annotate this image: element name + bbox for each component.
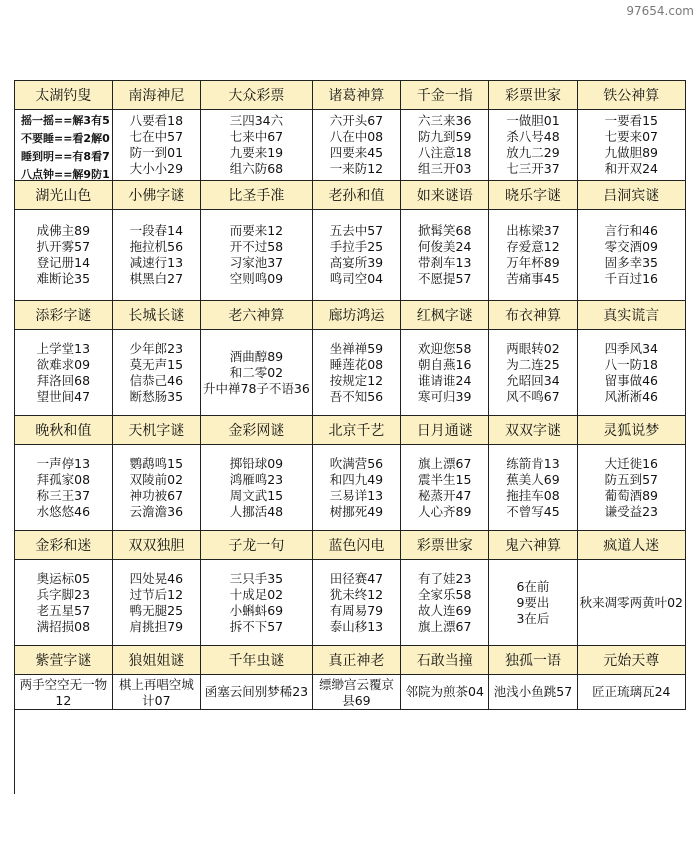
cell-line: 鸭无腿25: [129, 602, 184, 618]
cell-line: 而要来12: [229, 223, 284, 238]
cell-body: [313, 330, 400, 415]
cell-title: 晚秋和值: [15, 416, 112, 445]
table-cell: [15, 81, 113, 181]
table-cell: [401, 416, 489, 531]
cell-body: [401, 210, 488, 300]
cell-line: 人心齐89: [418, 503, 472, 519]
table-cell: [201, 81, 313, 181]
cell-line: 欢迎您58: [418, 340, 472, 356]
cell-line: 七三开37: [506, 161, 560, 176]
cell-body: [15, 445, 112, 530]
cell-line: 七在中57: [129, 129, 184, 144]
cell-body: [489, 110, 576, 180]
cell-line: 八要看18: [129, 113, 184, 128]
cell-line: 水悠悠46: [36, 503, 91, 519]
cell-title: 独孤一语: [489, 646, 576, 675]
cell-body: [113, 675, 200, 711]
cell-body: [113, 210, 200, 300]
table-cell: [313, 81, 401, 181]
cell-title: 红枫字谜: [401, 301, 488, 330]
cell-body: [578, 330, 685, 415]
cell-line: 三只手35: [229, 570, 284, 586]
cell-line: 风淅淅46: [604, 388, 658, 404]
table-cell: [489, 81, 577, 181]
cell-line: 习家池37: [229, 255, 284, 270]
cell-line: 放九二29: [506, 145, 560, 160]
cell-line: 掀髯笑68: [418, 223, 472, 238]
cell-body: [313, 210, 400, 300]
cell-title: 灵狐说梦: [578, 416, 685, 445]
cell-body: [489, 675, 576, 709]
cell-line: 按规定12: [329, 372, 384, 388]
cell-line: 成佛主89: [36, 223, 91, 238]
cell-line: 蕉美人69: [506, 471, 560, 487]
cell-line: 升中禅78子不语36: [203, 380, 310, 396]
cell-title: 诸葛神算: [313, 81, 400, 110]
cell-body: [313, 445, 400, 530]
cell-title: 晓乐字谜: [489, 181, 576, 210]
cell-line: 手拉手25: [329, 239, 384, 254]
cell-line: 函塞云间别梦稀23: [204, 684, 309, 699]
cell-line: 开不过58: [229, 239, 284, 254]
cell-body: [201, 110, 312, 180]
table-cell: [15, 531, 113, 646]
table-cell: [578, 416, 686, 531]
cell-title: 狼姐姐谜: [113, 646, 200, 675]
cell-line: 三四34六: [229, 113, 284, 128]
cell-line: 四季风34: [604, 340, 658, 356]
cell-line: 高宴所39: [329, 255, 384, 270]
table-cell: [113, 416, 201, 531]
table-cell: [313, 646, 401, 710]
cell-line: 一要看15: [604, 113, 658, 128]
cell-body: [15, 560, 112, 645]
table-cell: [578, 646, 686, 710]
cell-body: [313, 560, 400, 645]
cell-line: 苦痛事45: [506, 271, 560, 286]
site-watermark: 97654.com: [626, 4, 694, 18]
cell-line: 和四九49: [329, 471, 384, 487]
cell-line: 存爱意12: [506, 239, 560, 254]
cell-title: 子龙一句: [201, 531, 312, 560]
cell-line: 秘蒸开47: [418, 487, 472, 503]
cell-body: [489, 330, 576, 415]
cell-body: [401, 110, 488, 180]
cell-line: 邻院为煎茶04: [405, 684, 484, 699]
cell-line: 摇一摇==解3有5: [21, 114, 110, 127]
cell-line: 带刹车13: [418, 255, 472, 270]
cell-line: 旗上漂67: [418, 455, 472, 471]
cell-title: 铁公神算: [578, 81, 685, 110]
cell-line: 信恭己46: [129, 372, 184, 388]
cell-title: 真正神老: [313, 646, 400, 675]
cell-line: 鸣司空04: [329, 271, 384, 286]
table-cell: [201, 416, 313, 531]
cell-line: 有周易79: [329, 602, 384, 618]
cell-line: 大小小29: [129, 161, 184, 176]
cell-line: 八注意18: [418, 145, 472, 160]
cell-line: 谦受益23: [604, 503, 658, 519]
cell-line: 防九到59: [418, 129, 472, 144]
cell-body: [201, 445, 312, 530]
cell-line: 不曾写45: [506, 503, 560, 519]
table-cell: [313, 181, 401, 301]
cell-line: 缥缈宫云覆京县69: [318, 677, 394, 708]
table-cell: [201, 531, 313, 646]
table-cell: [489, 646, 577, 710]
cell-line: 小蝌蚪69: [229, 602, 284, 618]
cell-line: 秋来凋零两黄叶02: [579, 594, 683, 610]
cell-line: 难断论35: [36, 271, 91, 286]
cell-title: 小佛字谜: [113, 181, 200, 210]
table-cell: [489, 531, 577, 646]
cell-line: 十成足02: [229, 586, 284, 602]
cell-line: 拖拉机56: [129, 239, 184, 254]
cell-line: 睡莲花08: [329, 356, 384, 372]
cell-line: 过节后12: [129, 586, 184, 602]
cell-line: 满招损08: [36, 618, 91, 634]
table-cell: [113, 301, 201, 416]
cell-line: 留事做46: [604, 372, 658, 388]
cell-body: [489, 210, 576, 300]
table-cell: [113, 646, 201, 710]
cell-title: 如来谜语: [401, 181, 488, 210]
cell-line: 扒开雾57: [36, 239, 91, 254]
cell-title: 鬼六神算: [489, 531, 576, 560]
cell-line: 固多幸35: [604, 255, 658, 270]
cell-title: 北京千艺: [313, 416, 400, 445]
cell-line: 鸿雁鸣23: [229, 471, 284, 487]
cell-line: 田径赛47: [329, 570, 384, 586]
cell-line: 棋上再唱空城计07: [118, 677, 194, 708]
cell-body: [15, 675, 112, 711]
cell-line: 拜孤家08: [36, 471, 91, 487]
cell-line: 七要来07: [604, 129, 658, 144]
cell-line: 泰山移13: [329, 618, 384, 634]
cell-body: [201, 675, 312, 709]
cell-line: 6在前: [516, 578, 550, 594]
cell-body: [313, 110, 400, 180]
cell-line: 四要来45: [329, 145, 384, 160]
cell-line: 杀八号48: [506, 129, 560, 144]
table-cell: [113, 181, 201, 301]
cell-line: 拖挂车08: [506, 487, 560, 503]
cell-body: [401, 560, 488, 645]
cell-title: 添彩字谜: [15, 301, 112, 330]
cell-line: 朝自燕16: [418, 356, 472, 372]
cell-line: 匠正琉璃瓦24: [592, 684, 671, 699]
cell-title: 比圣手准: [201, 181, 312, 210]
cell-line: 风不鸣67: [506, 388, 560, 404]
cell-body: [401, 445, 488, 530]
cell-line: 和二零02: [229, 364, 284, 380]
table-cell: [15, 416, 113, 531]
table-cell: [401, 81, 489, 181]
cell-body: [113, 110, 200, 180]
cell-title: 紫萱字谜: [15, 646, 112, 675]
table-cell: [15, 181, 113, 301]
cell-line: 吹满营56: [329, 455, 384, 471]
table-cell: [489, 301, 577, 416]
cell-line: 八在中08: [329, 129, 384, 144]
cell-line: 不要睡==看2解0: [21, 132, 110, 145]
cell-line: 鹦鹉鸣15: [129, 455, 184, 471]
cell-body: [201, 560, 312, 645]
cell-line: 全家乐58: [418, 586, 472, 602]
cell-line: 故人连69: [418, 602, 472, 618]
cell-line: 莫无声15: [129, 356, 184, 372]
cell-line: 震半生15: [418, 471, 472, 487]
cell-body: [578, 210, 685, 300]
cell-body: [113, 445, 200, 530]
cell-line: 有了娃23: [418, 570, 472, 586]
table-cell: [578, 181, 686, 301]
cell-line: 零交酒09: [604, 239, 658, 254]
cell-line: 拆不下57: [229, 618, 284, 634]
cell-body: [113, 330, 200, 415]
cell-line: 登记册14: [36, 255, 91, 270]
cell-line: 周文武15: [229, 487, 284, 503]
cell-line: 六三来36: [418, 113, 472, 128]
cell-body: [578, 445, 685, 530]
cell-line: 六开头67: [329, 113, 384, 128]
cell-title: 布衣神算: [489, 301, 576, 330]
cell-title: 千金一指: [401, 81, 488, 110]
cell-line: 五去中57: [329, 223, 384, 238]
cell-line: 大迁徙16: [604, 455, 658, 471]
cell-body: [313, 675, 400, 711]
cell-title: 元始天尊: [578, 646, 685, 675]
cell-line: 树挪死49: [329, 503, 384, 519]
cell-line: 池浅小鱼跳57: [493, 684, 573, 699]
cell-line: 何俊美24: [418, 239, 472, 254]
cell-title: 千年虫谜: [201, 646, 312, 675]
cell-line: 八点钟==解9防1: [21, 168, 110, 181]
cell-line: 断愁肠35: [129, 388, 184, 404]
cell-line: 9要出: [516, 594, 550, 610]
cell-title: 湖光山色: [15, 181, 112, 210]
cell-line: 云澹澹36: [129, 503, 184, 519]
cell-line: 睡到明==有8看7: [21, 150, 110, 163]
cell-line: 犹未终12: [329, 586, 384, 602]
cell-line: 减速行13: [129, 255, 184, 270]
table-cell: [489, 416, 577, 531]
cell-title: 老孙和值: [313, 181, 400, 210]
cell-line: 防一到01: [129, 145, 184, 160]
cell-line: 3在后: [516, 610, 550, 626]
cell-line: 九要来19: [229, 145, 284, 160]
cell-line: 旗上漂67: [418, 618, 472, 634]
cell-line: 掷铅球09: [229, 455, 284, 471]
table-cell: [489, 181, 577, 301]
cell-line: 肩挑担79: [129, 618, 184, 634]
cell-body: [578, 110, 685, 180]
cell-title: 吕洞宾谜: [578, 181, 685, 210]
cell-body: [201, 330, 312, 415]
cell-title: 双双字谜: [489, 416, 576, 445]
cell-line: 望世间47: [36, 388, 91, 404]
table-cell: [401, 301, 489, 416]
cell-line: 为二连25: [506, 356, 560, 372]
cell-body: [578, 675, 685, 709]
cell-line: 四处晃46: [129, 570, 184, 586]
cell-title: 大众彩票: [201, 81, 312, 110]
table-cell: [401, 646, 489, 710]
cell-title: 蓝色闪电: [313, 531, 400, 560]
cell-line: 吾不知56: [329, 388, 384, 404]
cell-line: 棋黑白27: [129, 271, 184, 286]
table-cell: [201, 181, 313, 301]
cell-title: 疯道人迷: [578, 531, 685, 560]
table-cell: [313, 531, 401, 646]
table-cell: [201, 646, 313, 710]
cell-line: 三易详13: [329, 487, 384, 503]
cell-line: 千百过16: [604, 271, 658, 286]
cell-body: [489, 560, 576, 645]
table-cell: [578, 301, 686, 416]
cell-line: 奥运标05: [36, 570, 91, 586]
cell-title: 双双独胆: [113, 531, 200, 560]
cell-line: 人挪活48: [229, 503, 284, 519]
cell-line: 练箭肯13: [506, 455, 560, 471]
cell-title: 廊坊鸿运: [313, 301, 400, 330]
cell-line: 两眼转02: [506, 340, 560, 356]
table-cell: [313, 301, 401, 416]
cell-body: [113, 560, 200, 645]
table-cell: [401, 181, 489, 301]
cell-title: 南海神尼: [113, 81, 200, 110]
cell-title: 彩票世家: [489, 81, 576, 110]
cell-line: 双陵前02: [129, 471, 184, 487]
cell-line: 和开双24: [604, 161, 658, 176]
cell-line: 少年郎23: [129, 340, 184, 356]
table-cell: [401, 531, 489, 646]
cell-line: 出栋梁37: [506, 223, 560, 238]
cell-body: [401, 330, 488, 415]
cell-body: [578, 560, 685, 645]
cell-line: 一做胆01: [506, 113, 560, 128]
cell-line: 一来防12: [329, 161, 384, 176]
cell-line: 九做胆89: [604, 145, 658, 160]
table-cell: [578, 531, 686, 646]
cell-line: 一声停13: [36, 455, 91, 471]
table-cell: [15, 646, 113, 710]
cell-line: 言行和46: [604, 223, 658, 238]
cell-line: 不愿提57: [418, 271, 472, 286]
cell-title: 真实谎言: [578, 301, 685, 330]
cell-body: [15, 110, 112, 186]
table-cell: [15, 301, 113, 416]
cell-line: 空则鸣09: [229, 271, 284, 286]
cell-title: 天机字谜: [113, 416, 200, 445]
cell-line: 万年杯89: [506, 255, 560, 270]
cell-line: 老五星57: [36, 602, 91, 618]
cell-body: [401, 675, 488, 709]
cell-line: 酒曲醇89: [229, 348, 284, 364]
cell-title: 老六神算: [201, 301, 312, 330]
cell-line: 允昭回34: [506, 372, 560, 388]
cell-title: 石敢当撞: [401, 646, 488, 675]
cell-line: 组六防68: [229, 161, 284, 176]
cell-line: 欲难求09: [36, 356, 91, 372]
cell-line: 寒可归39: [418, 388, 472, 404]
cell-body: [489, 445, 576, 530]
cell-title: 长城长谜: [113, 301, 200, 330]
cell-title: 金彩网谜: [201, 416, 312, 445]
cell-line: 七来中67: [229, 129, 284, 144]
cell-title: 金彩和迷: [15, 531, 112, 560]
cell-line: 坐禅禅59: [329, 340, 384, 356]
table-cell: [313, 416, 401, 531]
cell-body: [15, 330, 112, 415]
table-cell: [578, 81, 686, 181]
table-cell: [113, 531, 201, 646]
cell-line: 兵字脚23: [36, 586, 91, 602]
cell-line: 葡萄酒89: [604, 487, 658, 503]
cell-line: 称三王37: [36, 487, 91, 503]
cell-line: 拜洛回68: [36, 372, 91, 388]
cell-line: 谁请谁24: [418, 372, 472, 388]
cell-line: 组三开03: [418, 161, 472, 176]
prediction-table: [14, 80, 686, 794]
cell-line: 防五到57: [604, 471, 658, 487]
cell-line: 八一防18: [604, 356, 658, 372]
table-cell: [113, 81, 201, 181]
cell-line: 两手空空无一物12: [19, 677, 108, 708]
cell-line: 上学堂13: [36, 340, 91, 356]
cell-line: 神功被67: [129, 487, 184, 503]
table-cell: [201, 301, 313, 416]
cell-title: 日月通谜: [401, 416, 488, 445]
cell-body: [201, 210, 312, 300]
cell-line: 一段春14: [129, 223, 184, 238]
cell-body: [15, 210, 112, 300]
cell-title: 太湖钓叟: [15, 81, 112, 110]
cell-title: 彩票世家: [401, 531, 488, 560]
